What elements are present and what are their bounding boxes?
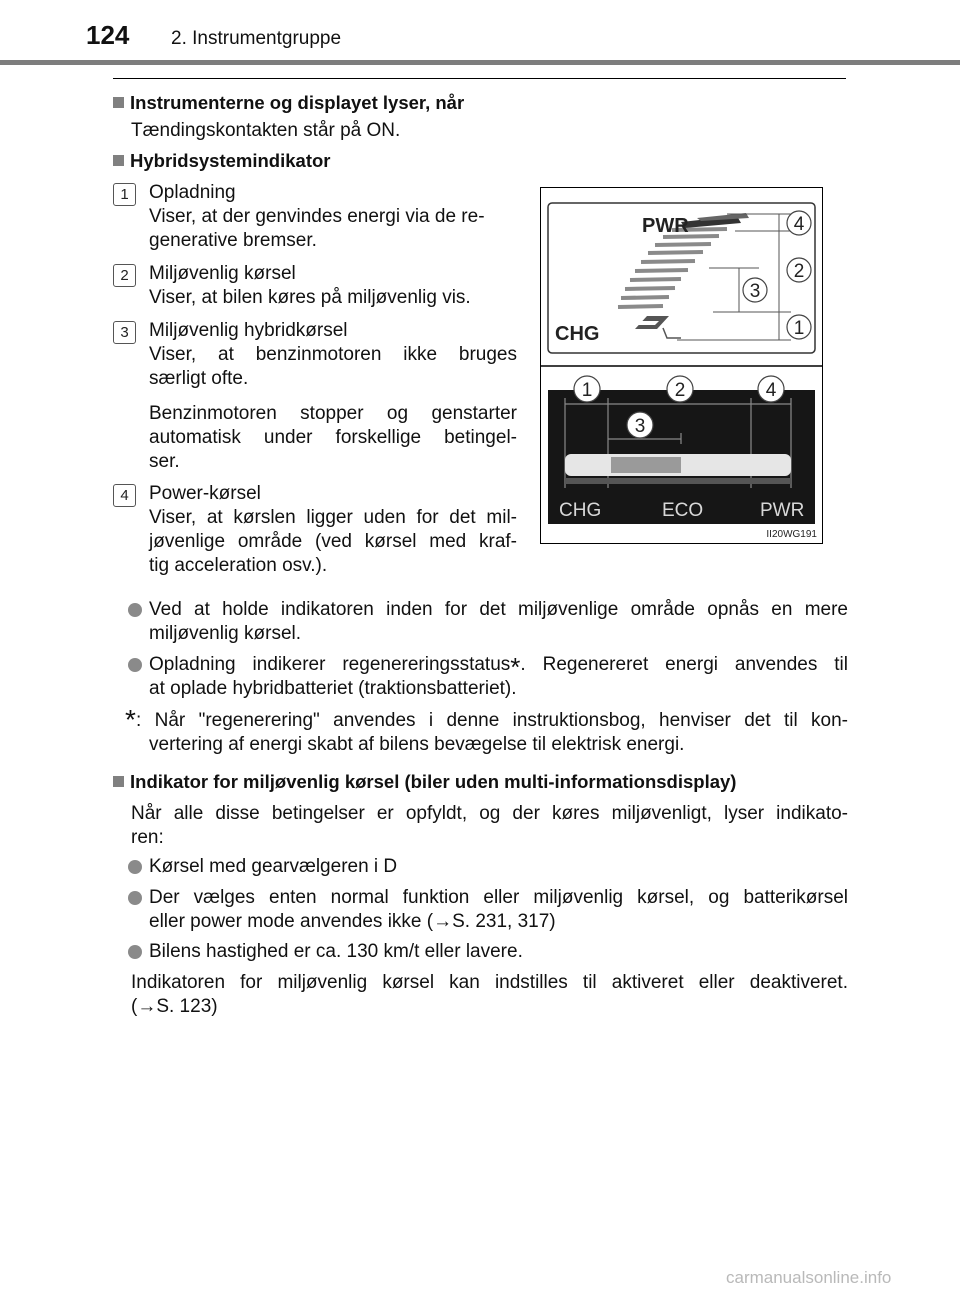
bullet-speed: Bilens hastighed er ca. 130 km/t eller lavere.: [128, 940, 848, 964]
bullet-dot-icon: [128, 658, 142, 672]
list-item-charging: Opladning Viser, at der genvindes energi via de re- generative bremser.: [149, 182, 485, 251]
bullet-eco-zone: Ved at holde indikatoren inden for det miljøvenlige område opnås en mere miljøvenlig kørsel.: [128, 598, 848, 646]
list-item-eco-driving: Miljøvenlig kørsel Viser, at bilen køres på miljøvenlig vis.: [149, 263, 471, 308]
header-bar: [0, 60, 960, 65]
square-bullet-icon: [113, 155, 124, 166]
bar-callout-3-label: 3: [634, 416, 646, 437]
list-item-eco-hybrid: Miljøvenlig hybridkørsel Viser, at benzinmotoren ikke bruges særligt ofte. Benzinmotoren stopper og genstarter automatisk under forskellige betingel- ser.: [149, 320, 517, 472]
bullet-dot-icon: [128, 603, 142, 617]
bar-eco-fill: [611, 457, 681, 473]
bar-chg-label: CHG: [559, 500, 602, 521]
gauge-callout-2-label: 2: [793, 261, 805, 282]
arrow-icon: →: [137, 996, 157, 1017]
section-heading-hybrid-indicator: Hybridsystemindikator: [113, 149, 330, 173]
page-number: 124: [86, 20, 130, 50]
bar-callout-2-label: 2: [674, 380, 686, 401]
bar-pwr-label: PWR: [760, 500, 805, 521]
arrow-icon: →: [433, 911, 453, 932]
number-badge-4: 4: [113, 484, 136, 507]
gauge-callout-3-label: 3: [749, 281, 761, 302]
bullet-gear-d: Kørsel med gearvælgeren i D: [128, 855, 848, 879]
gauge-callout-1-label: 1: [793, 318, 805, 339]
bullet-dot-icon: [128, 945, 142, 959]
gauge-chg-label: CHG: [555, 323, 600, 345]
section-rule: [113, 78, 846, 79]
chapter-title: 2. Instrumentgruppe: [171, 28, 342, 49]
section-heading-eco-indicator: Indikator for miljøvenlig kørsel (biler uden multi-informationsdisplay): [113, 770, 736, 794]
footnote: * : Når "regenerering" anvendes i denne instruktionsbog, henviser det til kon- vertering af energi skabt af bilens bevægelse til elektrisk energi.: [125, 704, 848, 755]
hybrid-indicator-figure: [540, 187, 823, 544]
number-badge-3: 3: [113, 321, 136, 344]
hybrid-indicator-illustration: [541, 188, 822, 543]
figure-code: II20WG191: [766, 529, 817, 540]
number-badge-2: 2: [113, 264, 136, 287]
bar-callout-4-label: 4: [765, 380, 777, 401]
section-heading-lights: Instrumenterne og displayet lyser, når: [113, 91, 464, 115]
section-text-ignition: Tændingskontakten står på ON.: [131, 120, 401, 141]
page-reference-link[interactable]: S. 231, 317): [452, 911, 556, 932]
bullet-dot-icon: [128, 891, 142, 905]
section-intro-conditions: Når alle disse betingelser er opfyldt, og der køres miljøvenligt, lyser indikato- ren:: [131, 803, 848, 848]
list-item-power: Power-kørsel Viser, at kørslen ligger uden for det mil- jøvenlige område (ved kørsel med kraf- tig acceleration osv.).: [149, 483, 517, 576]
square-bullet-icon: [113, 97, 124, 108]
bullet-dot-icon: [128, 860, 142, 874]
number-badge-1: 1: [113, 183, 136, 206]
bar-shadow: [565, 478, 791, 484]
bar-callout-1-label: 1: [581, 380, 593, 401]
gauge-callout-4-label: 4: [793, 214, 805, 235]
page-reference-link[interactable]: S. 123): [156, 996, 218, 1017]
bullet-drive-mode: Der vælges enten normal funktion eller miljøvenlig kørsel, og batterikørsel eller power mode anvendes ikke (→S. 231, 317): [128, 886, 848, 934]
bullet-charging-status: Opladning indikerer regenereringsstatus*. Regenereret energi anvendes til at oplade hybridbatteriet (traktionsbatteriet).: [128, 653, 848, 701]
gauge-pwr-label: PWR: [642, 215, 689, 237]
watermark: carmanualsonline.info: [726, 1268, 892, 1287]
bar-eco-label: ECO: [662, 500, 704, 521]
square-bullet-icon: [113, 776, 124, 787]
section-outro-settings: Indikatoren for miljøvenlig kørsel kan indstilles til aktiveret eller deaktiveret. (→S. 123): [131, 972, 848, 1017]
